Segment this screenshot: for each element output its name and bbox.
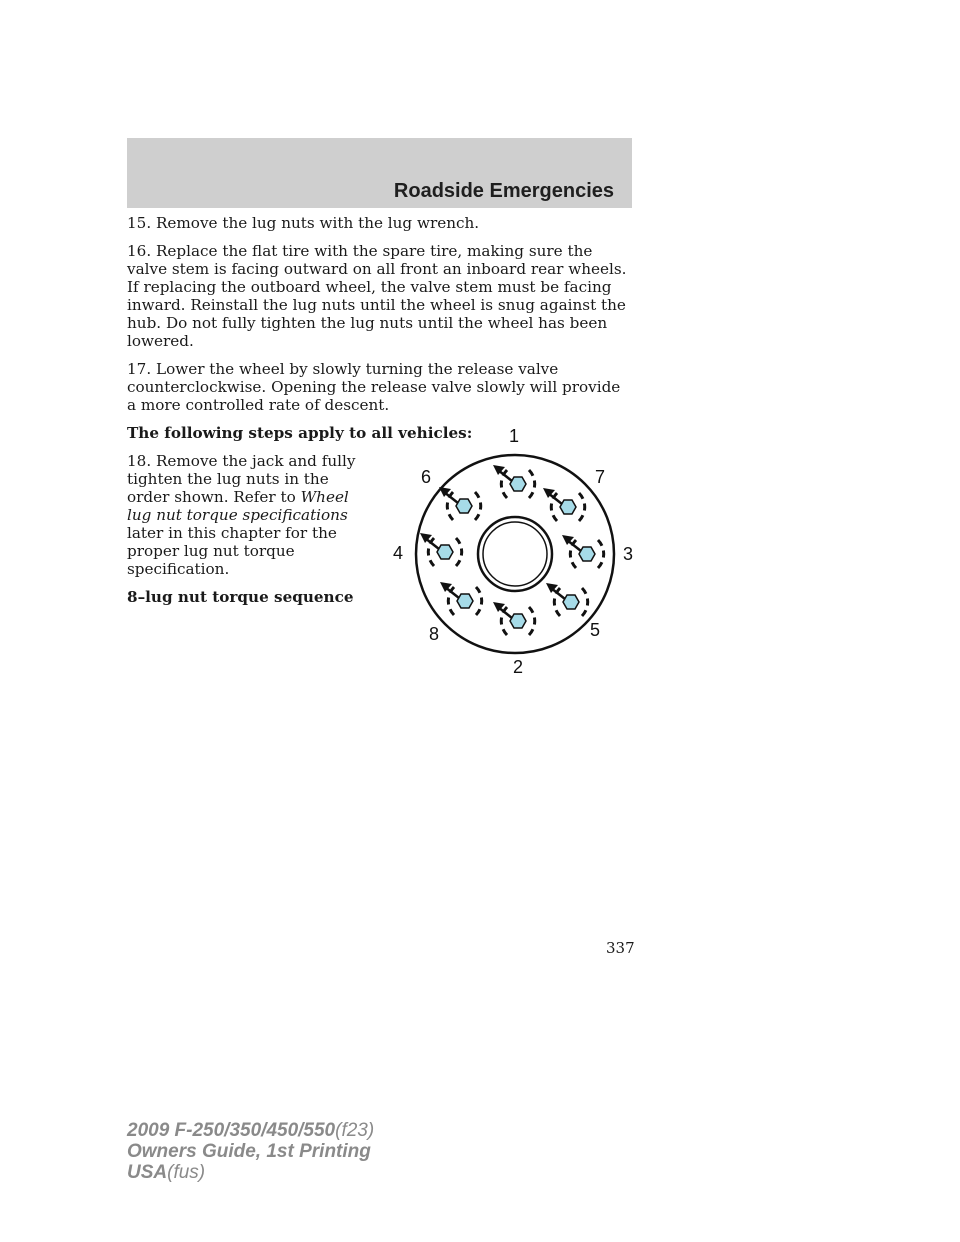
step-18-text-b: later in this chapter for the proper lug nut torque specification. <box>127 524 337 578</box>
wheel-diagram-svg <box>385 418 645 680</box>
lug-nut-6 <box>439 487 481 520</box>
footer-line-1 <box>127 1120 374 1141</box>
step-18-text-a: 18. Remove the jack and fully tighten the lug nuts in the order shown. Refer to <box>127 452 356 506</box>
sequence-label-2: 2 <box>512 657 524 677</box>
footer <box>127 1120 374 1183</box>
lug-nut-4 <box>420 533 462 566</box>
step-17: 17. Lower the wheel by slowly turning the release valve counterclockwise. Opening the release valve slowly will provide a more controlled rate of descent. <box>127 360 621 414</box>
step-16: 16. Replace the flat tire with the spare tire, making sure the valve stem is facing outward on all front an inboard rear wheels. If replacing the outboard wheel, the valve stem must be facing inward. Reinstall the lug nuts until the wheel is snug against the hub. Do not fully tighten the lug nuts until the wheel has been lowered. <box>127 242 627 350</box>
sequence-label-3: 3 <box>622 544 634 564</box>
lug-nut-3 <box>562 535 604 568</box>
hub-outer <box>478 517 552 591</box>
lug-nut-1 <box>493 465 535 498</box>
sequence-label-1: 1 <box>508 426 520 446</box>
sequence-label-4: 4 <box>392 543 404 563</box>
header-band <box>127 138 632 208</box>
torque-spec-reference: Wheel lug nut torque specifications <box>127 488 349 524</box>
sequence-label-5: 5 <box>589 620 601 640</box>
footer-guide: Owners Guide, 1st Printing <box>127 1141 371 1162</box>
sequence-label-7: 7 <box>594 467 606 487</box>
footer-model-code: (f23) <box>335 1120 375 1141</box>
lug-nut-8 <box>440 582 482 615</box>
all-vehicles-heading: The following steps apply to all vehicles: <box>127 424 473 442</box>
section-title: Roadside Emergencies <box>393 180 614 202</box>
sequence-label-6: 6 <box>420 467 432 487</box>
lug-nut-2 <box>493 602 535 635</box>
footer-market-code: (fus) <box>167 1162 206 1183</box>
hub-inner <box>483 522 547 586</box>
diagram-caption: 8–lug nut torque sequence <box>127 588 354 606</box>
page-number: 337 <box>606 939 635 957</box>
lug-nut-sequence-diagram <box>385 418 645 680</box>
footer-market: USA <box>127 1162 168 1183</box>
step-15: 15. Remove the lug nuts with the lug wrench. <box>127 214 480 232</box>
sequence-label-8: 8 <box>428 624 440 644</box>
footer-line-3 <box>127 1162 374 1183</box>
step-18 <box>127 452 375 578</box>
lug-nut-7 <box>543 488 585 521</box>
footer-model: 2009 F-250/350/450/550 <box>127 1120 336 1141</box>
lug-nut-5 <box>546 583 588 616</box>
